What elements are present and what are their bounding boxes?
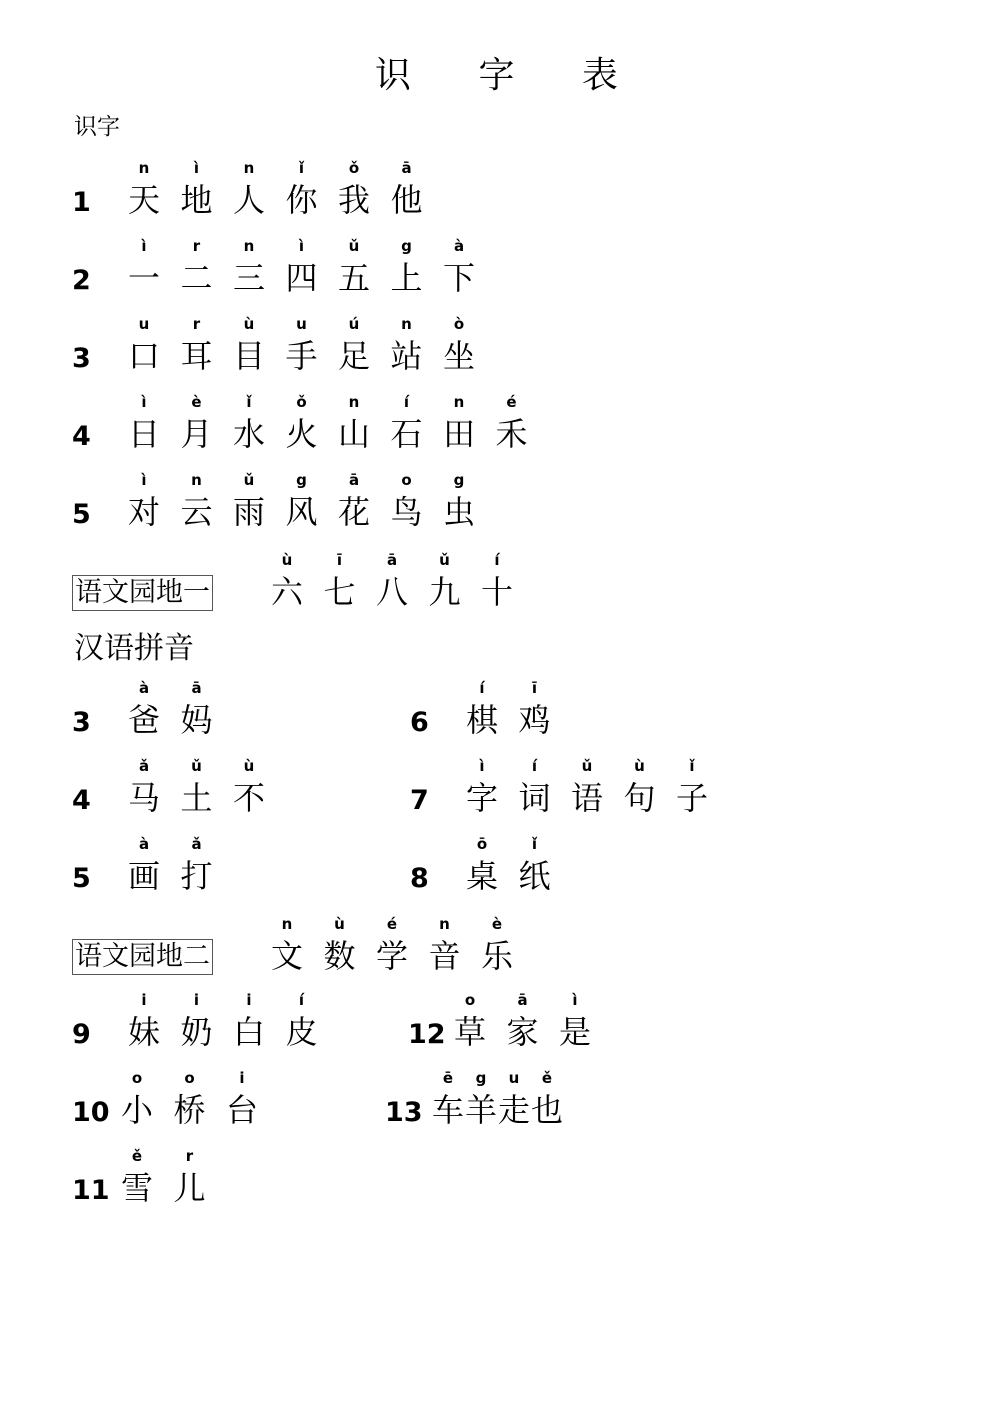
pinyin-hint: ǔ bbox=[439, 551, 450, 569]
pinyin-hint: r bbox=[192, 237, 201, 255]
pinyin-hint: ì bbox=[141, 237, 147, 255]
character-cell bbox=[433, 470, 485, 540]
pinyin-hint: ā bbox=[348, 471, 360, 489]
pinyin-hint: é bbox=[386, 915, 398, 933]
hanzi-character: 小 bbox=[120, 1091, 153, 1129]
hanzi-character: 手 bbox=[285, 337, 318, 375]
character-cell bbox=[419, 914, 471, 984]
row-number: 3 bbox=[72, 343, 91, 374]
character-cell bbox=[314, 914, 366, 984]
hanzi-character: 人 bbox=[232, 181, 265, 219]
character-cell bbox=[223, 158, 275, 228]
hanzi-character: 草 bbox=[453, 1013, 486, 1051]
row-number: 12 bbox=[408, 1019, 446, 1050]
hanzi-character: 日 bbox=[127, 415, 160, 453]
pinyin-hint: n bbox=[439, 915, 450, 933]
character-cell bbox=[276, 236, 328, 306]
hanzi-character: 六 bbox=[270, 573, 303, 611]
character-cell bbox=[171, 678, 223, 748]
character-cell bbox=[171, 756, 223, 826]
pinyin-hint: i bbox=[246, 991, 252, 1009]
hanzi-character: 目 bbox=[232, 337, 265, 375]
hanzi-character: 桌 bbox=[465, 857, 498, 895]
pinyin-hint: g bbox=[475, 1069, 487, 1087]
hanzi-character: 天 bbox=[127, 181, 160, 219]
character-cell bbox=[164, 1146, 216, 1216]
hanzi-character: 上 bbox=[390, 259, 423, 297]
pinyin-hint: n bbox=[138, 159, 150, 177]
character-cell bbox=[456, 678, 508, 748]
hanzi-character: 下 bbox=[442, 259, 475, 297]
character-cell bbox=[171, 236, 223, 306]
pinyin-hint: n bbox=[348, 393, 360, 411]
pinyin-hint: i bbox=[239, 1069, 245, 1087]
pinyin-hint: í bbox=[494, 551, 500, 569]
hanzi-character: 你 bbox=[285, 181, 318, 219]
character-cell bbox=[171, 470, 223, 540]
pinyin-hint: ò bbox=[453, 315, 465, 333]
character-cell bbox=[314, 550, 366, 620]
hanzi-character: 羊 bbox=[464, 1091, 497, 1129]
pinyin-hint: n bbox=[453, 393, 465, 411]
character-cell bbox=[471, 914, 523, 984]
row-number: 8 bbox=[410, 863, 429, 894]
hanzi-character: 语 bbox=[570, 779, 603, 817]
pinyin-hint: r bbox=[192, 315, 201, 333]
hanzi-character: 田 bbox=[442, 415, 475, 453]
character-cell bbox=[118, 834, 170, 904]
hanzi-character: 子 bbox=[675, 779, 708, 817]
hanzi-character: 画 bbox=[127, 857, 160, 895]
pinyin-hint: u bbox=[296, 315, 307, 333]
row-number: 6 bbox=[410, 707, 429, 738]
hanzi-character: 足 bbox=[337, 337, 370, 375]
character-cell bbox=[381, 314, 433, 384]
row-number: 4 bbox=[72, 421, 91, 452]
pinyin-hint: ā bbox=[386, 551, 398, 569]
row-number: 7 bbox=[410, 785, 429, 816]
pinyin-hint: ì bbox=[479, 757, 485, 775]
hanzi-character: 词 bbox=[518, 779, 551, 817]
pinyin-hint: ě bbox=[541, 1069, 553, 1087]
character-cell bbox=[118, 756, 170, 826]
character-cell bbox=[118, 158, 170, 228]
hanzi-character: 我 bbox=[337, 181, 370, 219]
pinyin-hint: ā bbox=[401, 159, 412, 177]
row-number: 4 bbox=[72, 785, 91, 816]
hanzi-character: 雨 bbox=[232, 493, 265, 531]
pinyin-hint: ù bbox=[243, 315, 255, 333]
pinyin-hint: i bbox=[193, 991, 200, 1009]
character-cell bbox=[171, 990, 223, 1060]
character-cell bbox=[276, 990, 328, 1060]
row-number: 3 bbox=[72, 707, 91, 738]
character-cell bbox=[381, 236, 433, 306]
pinyin-hint: í bbox=[531, 757, 538, 775]
character-cell bbox=[118, 314, 170, 384]
character-cell bbox=[486, 392, 538, 462]
pinyin-hint: ù bbox=[634, 757, 645, 775]
hanzi-character: 鸟 bbox=[390, 493, 423, 531]
character-cell bbox=[223, 756, 275, 826]
hanzi-character: 爸 bbox=[127, 701, 160, 739]
pinyin-hint: ǐ bbox=[298, 159, 305, 177]
character-cell bbox=[276, 158, 328, 228]
pinyin-hint: n bbox=[281, 915, 293, 933]
pinyin-hint: ì bbox=[193, 159, 200, 177]
hanzi-character: 台 bbox=[225, 1091, 258, 1129]
hanzi-character: 走 bbox=[497, 1091, 530, 1129]
character-cell bbox=[118, 678, 170, 748]
page-title: 识 字 表 bbox=[375, 55, 646, 96]
pinyin-hint: ǔ bbox=[348, 237, 360, 255]
character-cell bbox=[223, 314, 275, 384]
character-cell bbox=[118, 470, 170, 540]
character-cell bbox=[366, 914, 418, 984]
character-cell bbox=[118, 990, 170, 1060]
pinyin-hint: ē bbox=[442, 1069, 454, 1087]
hanzi-character: 棋 bbox=[465, 701, 498, 739]
hanzi-character: 字 bbox=[465, 779, 498, 817]
character-cell bbox=[614, 756, 666, 826]
hanzi-character: 二 bbox=[180, 259, 213, 297]
row-number: 13 bbox=[385, 1097, 423, 1128]
row-number: 10 bbox=[72, 1097, 110, 1128]
pinyin-hint: è bbox=[191, 393, 202, 411]
pinyin-hint: n bbox=[243, 237, 255, 255]
section-heading-pinyin: 汉语拼音 bbox=[74, 631, 194, 666]
hanzi-character: 车 bbox=[431, 1091, 464, 1129]
hanzi-character: 石 bbox=[390, 415, 423, 453]
hanzi-character: 妹 bbox=[127, 1013, 160, 1051]
character-cell bbox=[419, 550, 471, 620]
character-cell bbox=[111, 1146, 163, 1216]
pinyin-hint: g bbox=[453, 471, 465, 489]
character-cell bbox=[456, 756, 508, 826]
pinyin-hint: ī bbox=[336, 551, 343, 569]
hanzi-character: 火 bbox=[285, 415, 318, 453]
hanzi-character: 家 bbox=[506, 1013, 539, 1051]
character-cell bbox=[171, 158, 223, 228]
character-cell bbox=[171, 834, 223, 904]
hanzi-character: 耳 bbox=[180, 337, 213, 375]
pinyin-hint: ǎ bbox=[191, 835, 202, 853]
hanzi-character: 三 bbox=[232, 259, 265, 297]
row-number: 2 bbox=[72, 265, 91, 296]
row-number: 5 bbox=[72, 863, 91, 894]
hanzi-character: 是 bbox=[558, 1013, 591, 1051]
hanzi-character: 乐 bbox=[480, 937, 513, 975]
character-cell bbox=[276, 314, 328, 384]
row-number: 5 bbox=[72, 499, 91, 530]
pinyin-hint: ě bbox=[131, 1147, 143, 1165]
character-cell bbox=[164, 1068, 216, 1138]
character-cell bbox=[261, 914, 313, 984]
hanzi-character: 文 bbox=[270, 937, 303, 975]
pinyin-hint: ā bbox=[191, 679, 202, 697]
pinyin-hint: ā bbox=[517, 991, 528, 1009]
pinyin-hint: è bbox=[491, 915, 503, 933]
hanzi-character: 雪 bbox=[120, 1169, 153, 1207]
character-cell bbox=[171, 314, 223, 384]
character-cell bbox=[328, 158, 380, 228]
hanzi-character: 花 bbox=[337, 493, 370, 531]
pinyin-hint: í bbox=[298, 991, 305, 1009]
hanzi-character: 月 bbox=[180, 415, 213, 453]
character-cell bbox=[118, 392, 170, 462]
hanzi-character: 山 bbox=[337, 415, 370, 453]
hanzi-character: 马 bbox=[127, 779, 160, 817]
character-cell bbox=[509, 834, 561, 904]
row-number: 11 bbox=[72, 1175, 110, 1206]
character-cell bbox=[509, 756, 561, 826]
pinyin-hint: g bbox=[296, 471, 307, 489]
hanzi-character: 打 bbox=[180, 857, 213, 895]
hanzi-character: 土 bbox=[180, 779, 213, 817]
hanzi-character: 地 bbox=[180, 181, 213, 219]
character-cell bbox=[328, 392, 380, 462]
pinyin-hint: r bbox=[185, 1147, 194, 1165]
character-cell bbox=[216, 1068, 268, 1138]
hanzi-character: 儿 bbox=[173, 1169, 206, 1207]
pinyin-hint: í bbox=[479, 679, 485, 697]
hanzi-character: 口 bbox=[127, 337, 160, 375]
pinyin-hint: n bbox=[191, 471, 202, 489]
hanzi-character: 鸡 bbox=[518, 701, 551, 739]
pinyin-hint: ō bbox=[476, 835, 488, 853]
hanzi-character: 坐 bbox=[442, 337, 475, 375]
hanzi-character: 一 bbox=[127, 259, 160, 297]
hanzi-character: 五 bbox=[337, 259, 370, 297]
character-cell bbox=[261, 550, 313, 620]
character-cell bbox=[366, 550, 418, 620]
character-cell bbox=[471, 550, 523, 620]
pinyin-hint: à bbox=[138, 835, 150, 853]
pinyin-hint: ì bbox=[298, 237, 305, 255]
pinyin-hint: à bbox=[453, 237, 465, 255]
hanzi-character: 云 bbox=[180, 493, 213, 531]
hanzi-character: 水 bbox=[232, 415, 265, 453]
pinyin-hint: ǐ bbox=[689, 757, 695, 775]
hanzi-character: 音 bbox=[428, 937, 461, 975]
pinyin-hint: ì bbox=[141, 393, 147, 411]
pinyin-hint: ǒ bbox=[296, 393, 307, 411]
pinyin-hint: u bbox=[138, 315, 150, 333]
hanzi-character: 奶 bbox=[180, 1013, 213, 1051]
pinyin-hint: à bbox=[138, 679, 150, 697]
hanzi-character: 也 bbox=[530, 1091, 563, 1129]
character-cell bbox=[433, 314, 485, 384]
section-heading-shizi: 识字 bbox=[74, 114, 120, 140]
hanzi-character: 站 bbox=[390, 337, 423, 375]
hanzi-character: 纸 bbox=[518, 857, 551, 895]
pinyin-hint: ì bbox=[141, 471, 147, 489]
pinyin-hint: ǔ bbox=[581, 757, 593, 775]
pinyin-hint: ù bbox=[281, 551, 293, 569]
character-cell bbox=[171, 392, 223, 462]
pinyin-hint: u bbox=[508, 1069, 520, 1087]
hanzi-character: 八 bbox=[375, 573, 408, 611]
pinyin-hint: ǐ bbox=[246, 393, 252, 411]
character-cell bbox=[328, 314, 380, 384]
pinyin-hint: o bbox=[131, 1069, 143, 1087]
character-cell bbox=[444, 990, 496, 1060]
hanzi-character: 七 bbox=[323, 573, 356, 611]
garden-label-2: 语文园地二 bbox=[72, 939, 213, 975]
character-cell bbox=[223, 236, 275, 306]
character-cell bbox=[497, 990, 549, 1060]
pinyin-hint: n bbox=[401, 315, 412, 333]
character-cell bbox=[381, 470, 433, 540]
character-cell bbox=[381, 392, 433, 462]
character-cell bbox=[111, 1068, 163, 1138]
pinyin-hint: ì bbox=[572, 991, 578, 1009]
pinyin-hint: ú bbox=[348, 315, 360, 333]
character-cell bbox=[561, 756, 613, 826]
pinyin-hint: ù bbox=[243, 757, 255, 775]
pinyin-hint: o bbox=[464, 991, 476, 1009]
character-cell bbox=[433, 236, 485, 306]
pinyin-hint: ǔ bbox=[243, 471, 255, 489]
pinyin-hint: é bbox=[506, 393, 517, 411]
hanzi-character: 九 bbox=[428, 573, 461, 611]
hanzi-character: 句 bbox=[623, 779, 656, 817]
pinyin-hint: ù bbox=[334, 915, 345, 933]
pinyin-hint: n bbox=[243, 159, 255, 177]
row-number: 1 bbox=[72, 187, 91, 218]
hanzi-character: 学 bbox=[375, 937, 408, 975]
character-cell bbox=[381, 158, 433, 228]
pinyin-hint: ǐ bbox=[531, 835, 538, 853]
character-cell bbox=[328, 470, 380, 540]
pinyin-hint: ī bbox=[531, 679, 538, 697]
character-cell bbox=[118, 236, 170, 306]
character-cell bbox=[276, 470, 328, 540]
character-cell bbox=[328, 236, 380, 306]
hanzi-character: 对 bbox=[127, 493, 160, 531]
pinyin-hint: i bbox=[141, 991, 147, 1009]
character-cell bbox=[666, 756, 718, 826]
hanzi-character: 妈 bbox=[180, 701, 213, 739]
hanzi-character: 虫 bbox=[442, 493, 475, 531]
character-cell bbox=[509, 678, 561, 748]
character-cell bbox=[223, 392, 275, 462]
hanzi-character: 皮 bbox=[285, 1013, 318, 1051]
character-cell bbox=[223, 990, 275, 1060]
character-cell bbox=[223, 470, 275, 540]
character-cell bbox=[433, 392, 485, 462]
hanzi-character: 他 bbox=[390, 181, 423, 219]
pinyin-hint: ǒ bbox=[348, 159, 360, 177]
character-cell bbox=[549, 990, 601, 1060]
pinyin-hint: o bbox=[401, 471, 412, 489]
garden-label-1: 语文园地一 bbox=[72, 575, 213, 611]
pinyin-hint: o bbox=[184, 1069, 195, 1087]
pinyin-hint: ǎ bbox=[138, 757, 150, 775]
hanzi-character: 数 bbox=[323, 937, 356, 975]
hanzi-character: 桥 bbox=[173, 1091, 206, 1129]
hanzi-character: 风 bbox=[285, 493, 318, 531]
pinyin-hint: ǔ bbox=[191, 757, 202, 775]
hanzi-character: 四 bbox=[285, 259, 318, 297]
hanzi-character: 禾 bbox=[495, 415, 528, 453]
character-cell bbox=[521, 1068, 573, 1138]
hanzi-character: 十 bbox=[480, 573, 513, 611]
row-number: 9 bbox=[72, 1019, 91, 1050]
character-cell bbox=[276, 392, 328, 462]
hanzi-character: 白 bbox=[232, 1013, 265, 1051]
pinyin-hint: g bbox=[401, 237, 412, 255]
character-cell bbox=[456, 834, 508, 904]
hanzi-character: 不 bbox=[232, 779, 265, 817]
pinyin-hint: í bbox=[403, 393, 410, 411]
